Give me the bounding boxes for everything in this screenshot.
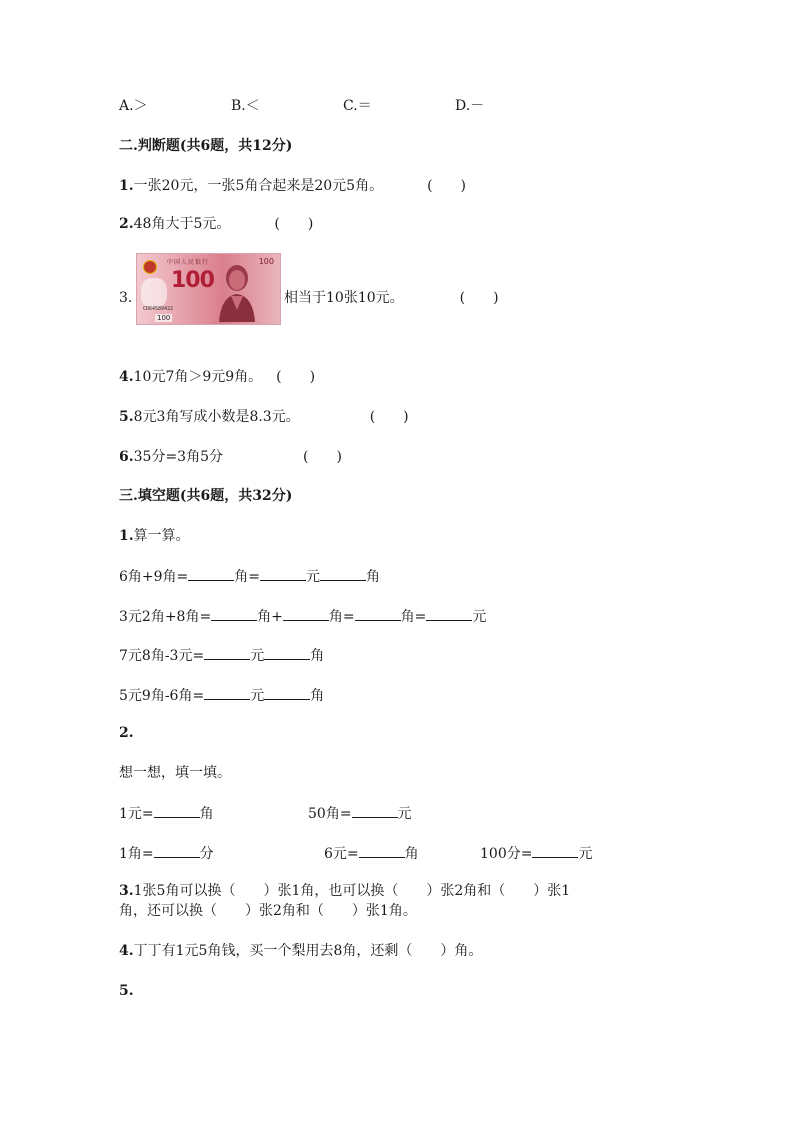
question-text: 一张20元，一张5角合起来是20元5角。 <box>133 178 384 194</box>
fill-question-3-line-1 <box>119 882 570 900</box>
question-text: 35分=3角5分 <box>133 449 223 465</box>
calc-row-4 <box>119 685 324 705</box>
calc-text: 角 <box>366 569 381 585</box>
answer-paren[interactable]: ( ) <box>274 216 314 232</box>
fill-question-3-line-2: 角，还可以换（ ）张2角和（ ）张1角。 <box>119 903 417 919</box>
answer-blank[interactable] <box>204 685 250 700</box>
convert-row-2a <box>119 843 214 863</box>
option-c: C.＝ <box>343 98 372 114</box>
calc-text: 角 <box>404 846 419 862</box>
calc-text: 6元= <box>324 846 359 862</box>
fill-question-4 <box>119 942 482 960</box>
question-number: 4. <box>119 369 134 385</box>
section3-heading: 三.填空题(共6题，共32分) <box>119 488 293 504</box>
convert-row-2b <box>324 843 419 863</box>
answer-blank[interactable] <box>426 606 472 621</box>
question-text: 1张5角可以换（ ）张1角，也可以换（ ）张2角和（ ）张1 <box>133 883 571 899</box>
judge-question-4 <box>119 368 315 386</box>
judge-question-5 <box>119 408 409 426</box>
calc-text: 角 <box>310 648 325 664</box>
calc-text: 角= <box>234 569 261 585</box>
calc-text: 元 <box>250 648 265 664</box>
answer-blank[interactable] <box>260 566 306 581</box>
fill-question-5-number: 5. <box>119 983 134 999</box>
question-number: 4. <box>119 943 134 959</box>
question-text: 相当于10张10元。 <box>284 290 404 306</box>
answer-paren[interactable]: ( ) <box>302 449 342 465</box>
judge-question-1 <box>119 177 466 195</box>
question-number: 6. <box>119 449 134 465</box>
option-a: A.＞ <box>119 98 148 114</box>
calc-text: 分 <box>199 846 214 862</box>
judge-question-3-number: 3. <box>119 290 133 306</box>
banknote-denomination-bottom: 100 <box>157 314 171 322</box>
calc-text: 元 <box>250 688 265 704</box>
question-number: 1. <box>119 528 134 544</box>
calc-row-3 <box>119 645 324 665</box>
calc-row-2 <box>119 606 486 626</box>
question-number: 1. <box>119 178 134 194</box>
option-d: D.－ <box>455 98 485 114</box>
banknote-serial: CD64589422 <box>143 306 174 312</box>
calc-text: 元 <box>472 609 487 625</box>
banknote-denomination: 100 <box>171 268 214 293</box>
portrait-icon <box>217 260 257 322</box>
question-number: 2. <box>119 216 134 232</box>
question-text: 8元3角写成小数是8.3元。 <box>133 409 300 425</box>
answer-blank[interactable] <box>188 566 234 581</box>
question-text: 丁丁有1元5角钱，买一个梨用去8角，还剩（ ）角。 <box>133 943 483 959</box>
option-b: B.＜ <box>231 98 260 114</box>
answer-blank[interactable] <box>283 606 329 621</box>
fill-question-2-intro: 想一想，填一填。 <box>119 765 231 781</box>
calc-text: 角= <box>328 609 355 625</box>
question-text: 10元7角＞9元9角。 <box>133 369 263 385</box>
watermark-icon <box>141 278 167 308</box>
calc-text: 1角= <box>119 846 154 862</box>
banknote-denomination-corner: 100 <box>258 257 274 266</box>
calc-text: 3元2角+8角= <box>119 609 212 625</box>
answer-paren[interactable]: ( ) <box>427 178 467 194</box>
judge-question-3 <box>284 289 499 307</box>
answer-paren[interactable]: ( ) <box>276 369 316 385</box>
calc-text: 1元= <box>119 806 154 822</box>
convert-row-1b <box>308 803 412 823</box>
answer-blank[interactable] <box>154 803 200 818</box>
fill-question-1-intro <box>119 527 190 545</box>
convert-row-1a <box>119 803 214 823</box>
answer-blank[interactable] <box>204 645 250 660</box>
calc-text: 角+ <box>257 609 283 625</box>
banknote-bank-name: 中国人民银行 <box>167 259 210 266</box>
calc-text: 元 <box>306 569 321 585</box>
judge-question-6 <box>119 448 342 466</box>
answer-blank[interactable] <box>359 843 405 858</box>
answer-blank[interactable] <box>352 803 398 818</box>
question-number: 3. <box>119 883 134 899</box>
question-text: 算一算。 <box>133 528 190 544</box>
answer-paren[interactable]: ( ) <box>459 290 499 306</box>
answer-paren[interactable]: ( ) <box>369 409 409 425</box>
section2-heading: 二.判断题(共6题，共12分) <box>119 138 293 154</box>
calc-text: 6角+9角= <box>119 569 189 585</box>
calc-text: 7元8角-3元= <box>119 648 205 664</box>
calc-text: 元 <box>578 846 593 862</box>
calc-text: 角 <box>310 688 325 704</box>
answer-blank[interactable] <box>264 645 310 660</box>
calc-text: 角= <box>400 609 427 625</box>
calc-text: 100分= <box>480 846 533 862</box>
answer-blank[interactable] <box>211 606 257 621</box>
calc-text: 50角= <box>308 806 352 822</box>
national-emblem-icon <box>143 260 157 274</box>
calc-text: 元 <box>397 806 412 822</box>
calc-row-1 <box>119 566 380 586</box>
answer-blank[interactable] <box>320 566 366 581</box>
question-text: 48角大于5元。 <box>133 216 231 232</box>
answer-blank[interactable] <box>154 843 200 858</box>
judge-question-2 <box>119 215 313 233</box>
banknote-100-yuan-image <box>136 253 281 325</box>
calc-text: 5元9角-6角= <box>119 688 205 704</box>
convert-row-2c <box>480 843 592 863</box>
answer-blank[interactable] <box>264 685 310 700</box>
calc-text: 角 <box>199 806 214 822</box>
question-number: 5. <box>119 409 134 425</box>
fill-question-2-number: 2. <box>119 725 134 741</box>
answer-blank[interactable] <box>355 606 401 621</box>
answer-blank[interactable] <box>532 843 578 858</box>
